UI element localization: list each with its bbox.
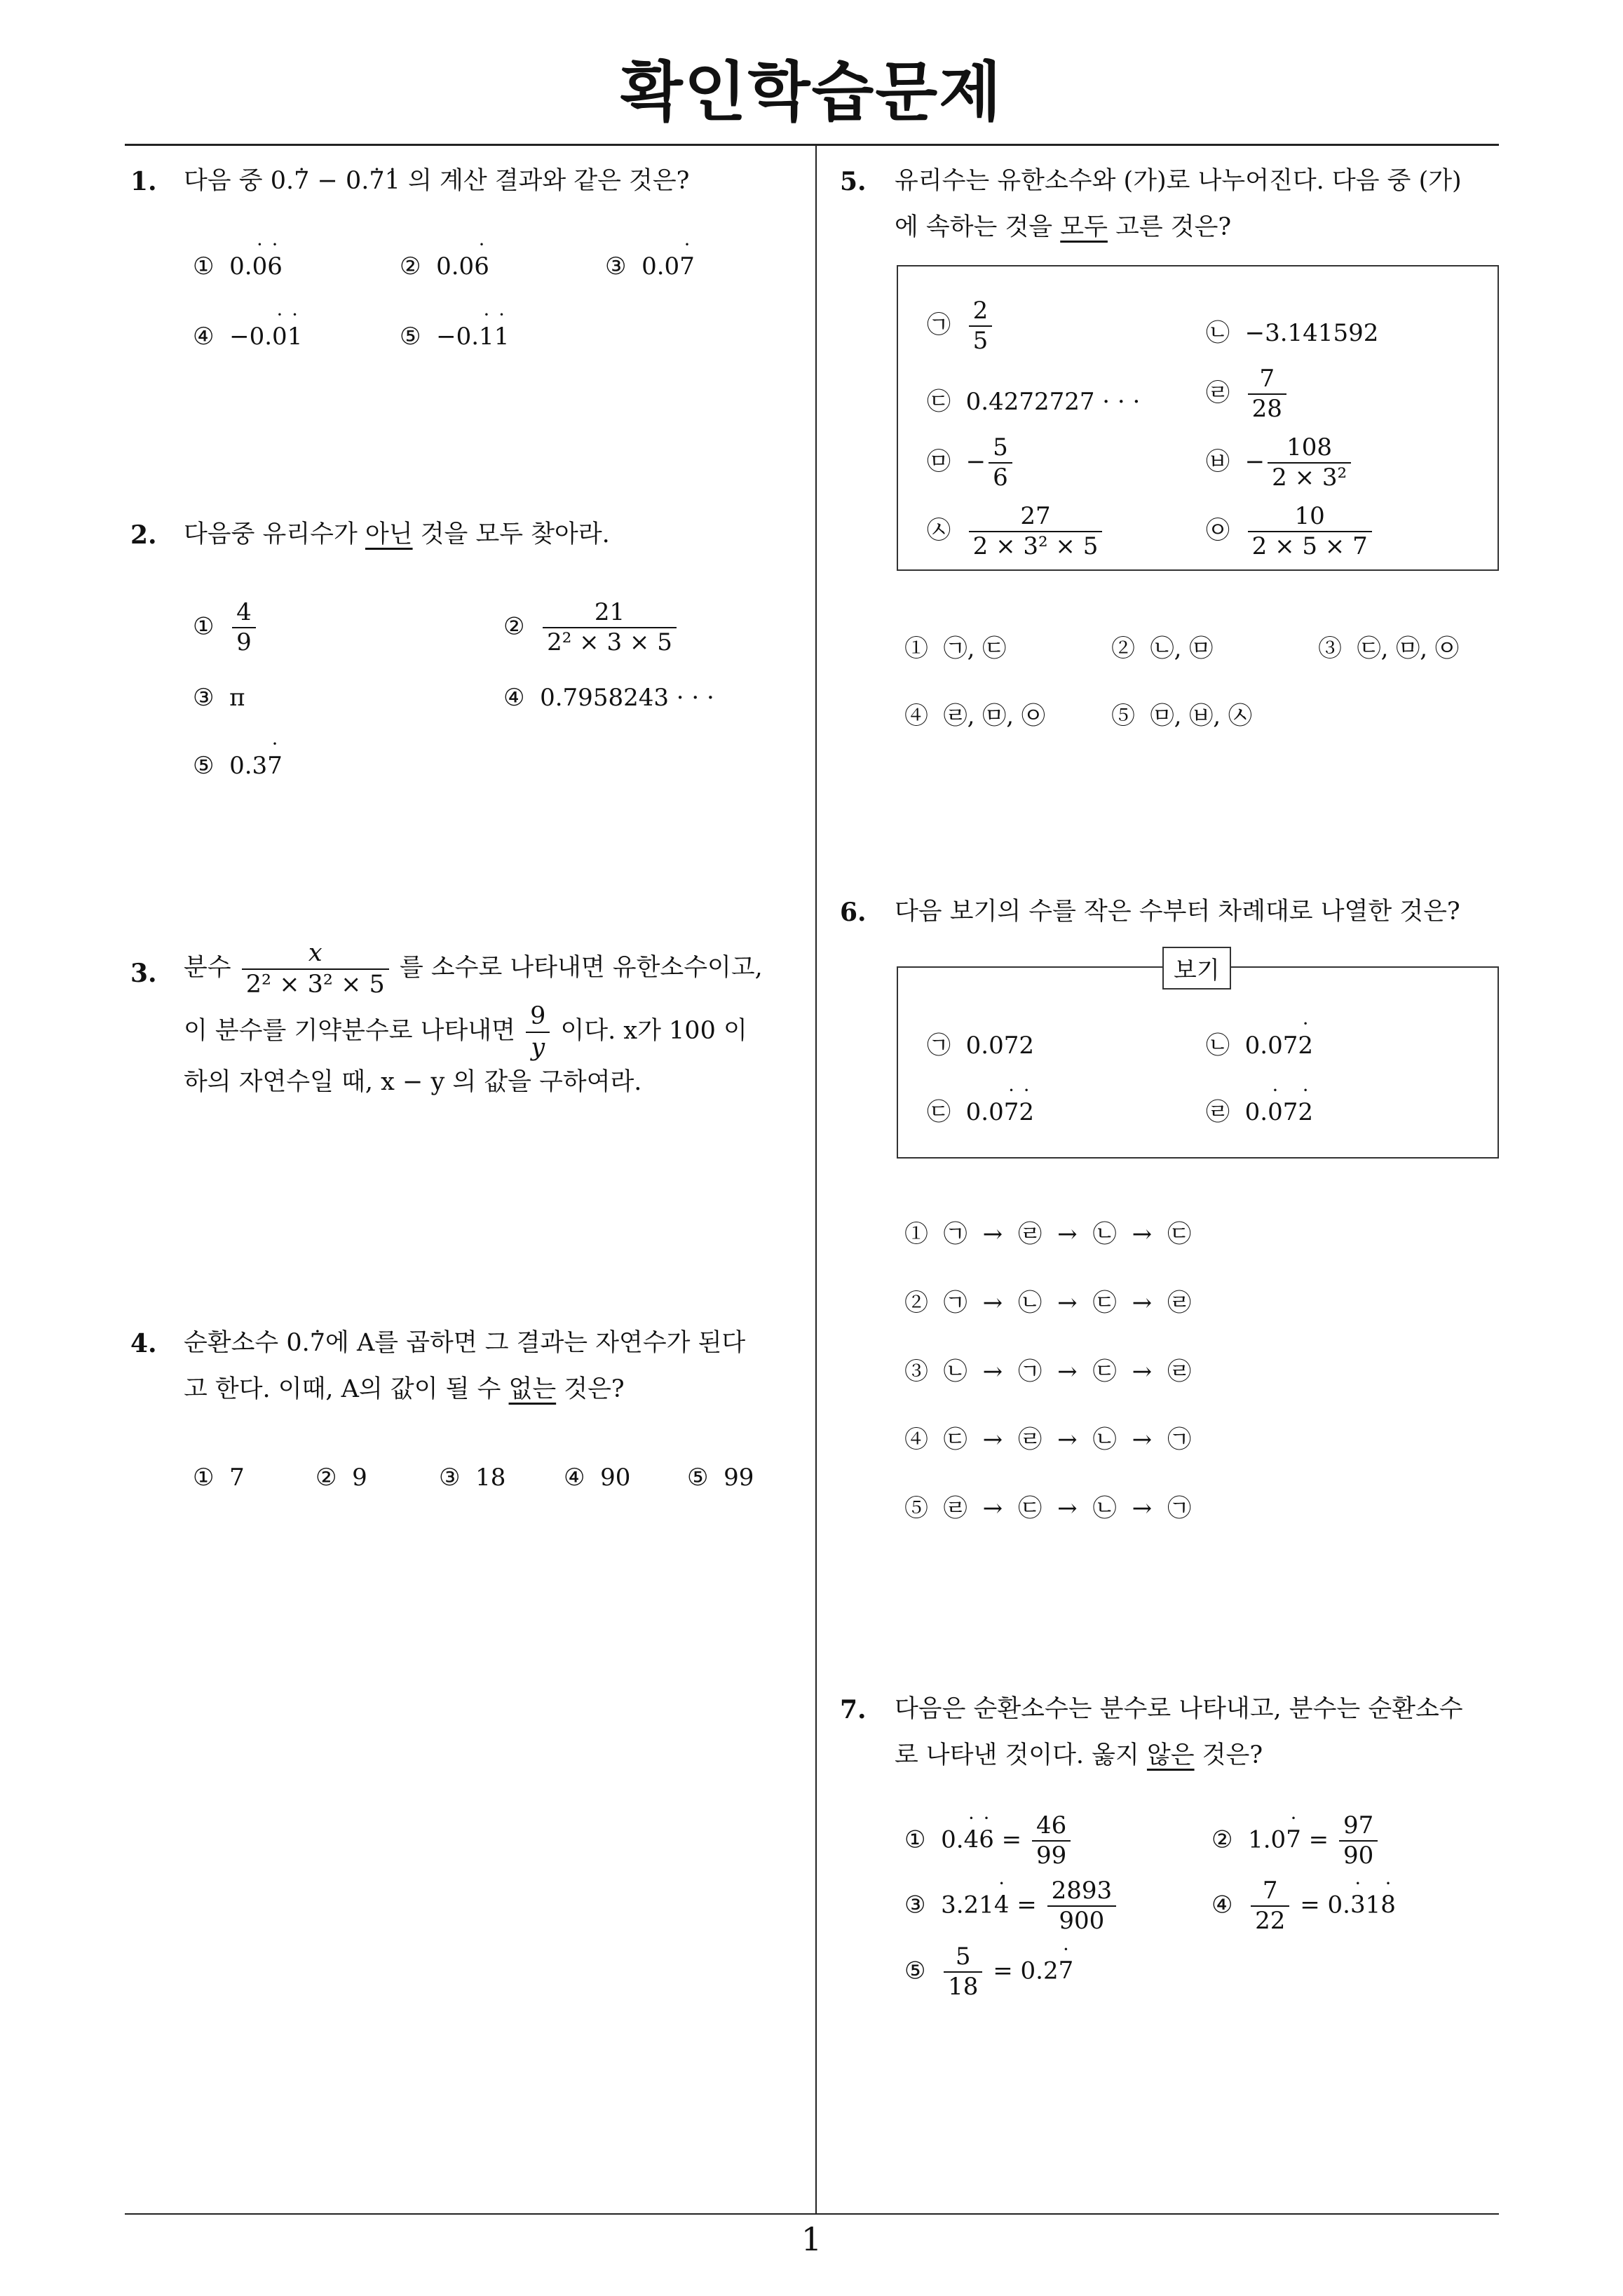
q5-option-1[interactable]: ① ㉠, ㉢ <box>904 635 1007 663</box>
q4-option-1[interactable]: ① 7 <box>193 1464 245 1492</box>
q4-line-2: 고 한다. 이때, A의 값이 될 수 없는 것은? <box>184 1375 625 1403</box>
q6-option-3[interactable]: ③ ㉡ → ㉠ → ㉢ → ㉣ <box>904 1358 1192 1386</box>
q7-number: 7. <box>840 1695 867 1724</box>
q7-option-4[interactable]: ④ $\frac{7}{22}$ = 0.˙ 31˙ 8 <box>1211 1878 1396 1935</box>
q2-option-2[interactable]: ② $\frac{21}{\text{2² × 3 × 5}}$ <box>503 600 679 656</box>
q7-option-5[interactable]: ⑤ $\frac{5}{18}$ = 0.2˙ 7 <box>904 1944 1073 2001</box>
q2-text: 다음중 유리수가 아닌 것을 모두 찾아라. <box>184 520 610 548</box>
q5-item-h: ㉧ $\frac{10}{2 \times 5 \times 7}$ <box>1206 504 1375 560</box>
q5-item-f: ㉥ − $\frac{108}{\text{2 × 3²}}$ <box>1206 435 1354 492</box>
q1-expr: 0.˙ 7 − 0.˙ 7˙ 1 <box>271 167 400 195</box>
q1-option-5[interactable]: ⑤ −0.˙ 1˙ 1 <box>400 323 509 351</box>
q7-option-2[interactable]: ② 1.0˙ 7 = $\frac{97}{90}$ <box>1211 1813 1380 1870</box>
q6-item-a: ㉠ 0.072 <box>927 1032 1034 1060</box>
q6-item-c: ㉢ 0.0˙ 7˙ 2 <box>927 1093 1034 1127</box>
q5-option-5[interactable]: ⑤ ㉤, ㉥, ㉦ <box>1111 702 1252 730</box>
bottom-rule <box>125 2213 1499 2215</box>
q6-text: 다음 보기의 수를 작은 수부터 차례대로 나열한 것은? <box>895 898 1460 926</box>
q1-number: 1. <box>130 167 157 196</box>
q4-option-3[interactable]: ③ 18 <box>439 1464 506 1492</box>
q7-line-1: 다음은 순환소수는 분수로 나타내고, 분수는 순환소수 <box>895 1695 1463 1723</box>
page-title: 확인학습문제 <box>620 55 1003 130</box>
q5-item-e: ㉤ − $\frac{5}{6}$ <box>927 435 1015 492</box>
q5-item-g: ㉦ $\frac{27}{\text{2 × 3² × 5}}$ <box>927 504 1105 560</box>
q5-option-3[interactable]: ③ ㉢, ㉤, ㉧ <box>1318 635 1459 663</box>
top-rule <box>125 144 1499 146</box>
q6-item-b: ㉡ 0.07˙ 2 <box>1206 1026 1313 1060</box>
q3-line-2: 이 분수를 기약분수로 나타내면 $\frac{9}{y}$ 이다. x가 100 이 <box>184 1002 747 1062</box>
q4-number: 4. <box>130 1329 157 1358</box>
column-divider <box>815 145 817 2214</box>
q2-option-1[interactable]: ① $\frac{4}{9}$ <box>193 600 259 656</box>
q1-option-1[interactable]: ① 0.˙ 0˙ 6 <box>193 252 283 281</box>
q2-option-3[interactable]: ③ π <box>193 684 245 712</box>
q6-option-1[interactable]: ① ㉠ → ㉣ → ㉡ → ㉢ <box>904 1220 1192 1248</box>
q1-option-3[interactable]: ③ 0.0˙ 7 <box>605 252 695 281</box>
page-number: 1 <box>801 2220 822 2258</box>
q5-item-c: ㉢ 0.4272727 · · · <box>927 388 1141 416</box>
q7-line-2: 로 나타낸 것이다. 옳지 않은 것은? <box>895 1741 1263 1769</box>
q4-option-5[interactable]: ⑤ 99 <box>687 1464 754 1492</box>
q5-item-d: ㉣ $\frac{7}{28}$ <box>1206 366 1289 423</box>
q7-option-3[interactable]: ③ 3.21˙ 4 = $\frac{2893}{900}$ <box>904 1878 1119 1935</box>
q6-item-d: ㉣ 0.˙ 07˙ 2 <box>1206 1093 1313 1127</box>
q6-option-4[interactable]: ④ ㉢ → ㉣ → ㉡ → ㉠ <box>904 1426 1192 1454</box>
q3-line-3: 하의 자연수일 때, x − y 의 값을 구하여라. <box>184 1068 642 1096</box>
q5-line-1: 유리수는 유한소수와 (가)로 나누어진다. 다음 중 (가) <box>895 167 1462 195</box>
q6-bogi-label: 보기 <box>1162 947 1231 990</box>
q6-bogi-box <box>897 966 1499 1159</box>
q6-number: 6. <box>840 898 867 927</box>
q3-number: 3. <box>130 959 157 988</box>
q4-option-2[interactable]: ② 9 <box>315 1464 367 1492</box>
q4-line-1: 순환소수 0.˙ 7에 A를 곱하면 그 결과는 자연수가 된다 <box>184 1320 745 1366</box>
q5-item-b: ㉡ −3.141592 <box>1206 319 1379 347</box>
q7-option-1[interactable]: ① 0.˙ 4˙ 6 = $\frac{46}{99}$ <box>904 1813 1073 1870</box>
q6-option-5[interactable]: ⑤ ㉣ → ㉢ → ㉡ → ㉠ <box>904 1494 1192 1522</box>
q1-text-pre: 다음 중 <box>184 167 263 195</box>
q3-line-1: 분수 $\frac{x}{\text{2² × 3² × 5}}$ 를 소수로 나타내면 유한소수이고, <box>184 939 763 999</box>
q5-option-4[interactable]: ④ ㉣, ㉤, ㉧ <box>904 702 1045 730</box>
q5-line-2: 에 속하는 것을 모두 고른 것은? <box>895 213 1232 241</box>
q2-option-4[interactable]: ④ 0.7958243 · · · <box>503 684 714 712</box>
q1-option-4[interactable]: ④ −0.˙ 0˙ 1 <box>193 323 302 351</box>
q1-text <box>184 158 801 204</box>
q6-option-2[interactable]: ② ㉠ → ㉡ → ㉢ → ㉣ <box>904 1289 1192 1317</box>
q1-option-2[interactable]: ② 0.0˙ 6 <box>400 252 489 281</box>
q5-item-a: ㉠ $\frac{2}{5}$ <box>927 298 995 355</box>
q5-option-2[interactable]: ② ㉡, ㉤ <box>1111 635 1214 663</box>
q2-option-5[interactable]: ⑤ 0.3˙ 7 <box>193 752 283 780</box>
q1-text-post: 의 계산 결과와 같은 것은? <box>408 167 690 195</box>
q4-option-4[interactable]: ④ 90 <box>564 1464 631 1492</box>
q5-number: 5. <box>840 167 867 196</box>
q2-number: 2. <box>130 520 157 550</box>
